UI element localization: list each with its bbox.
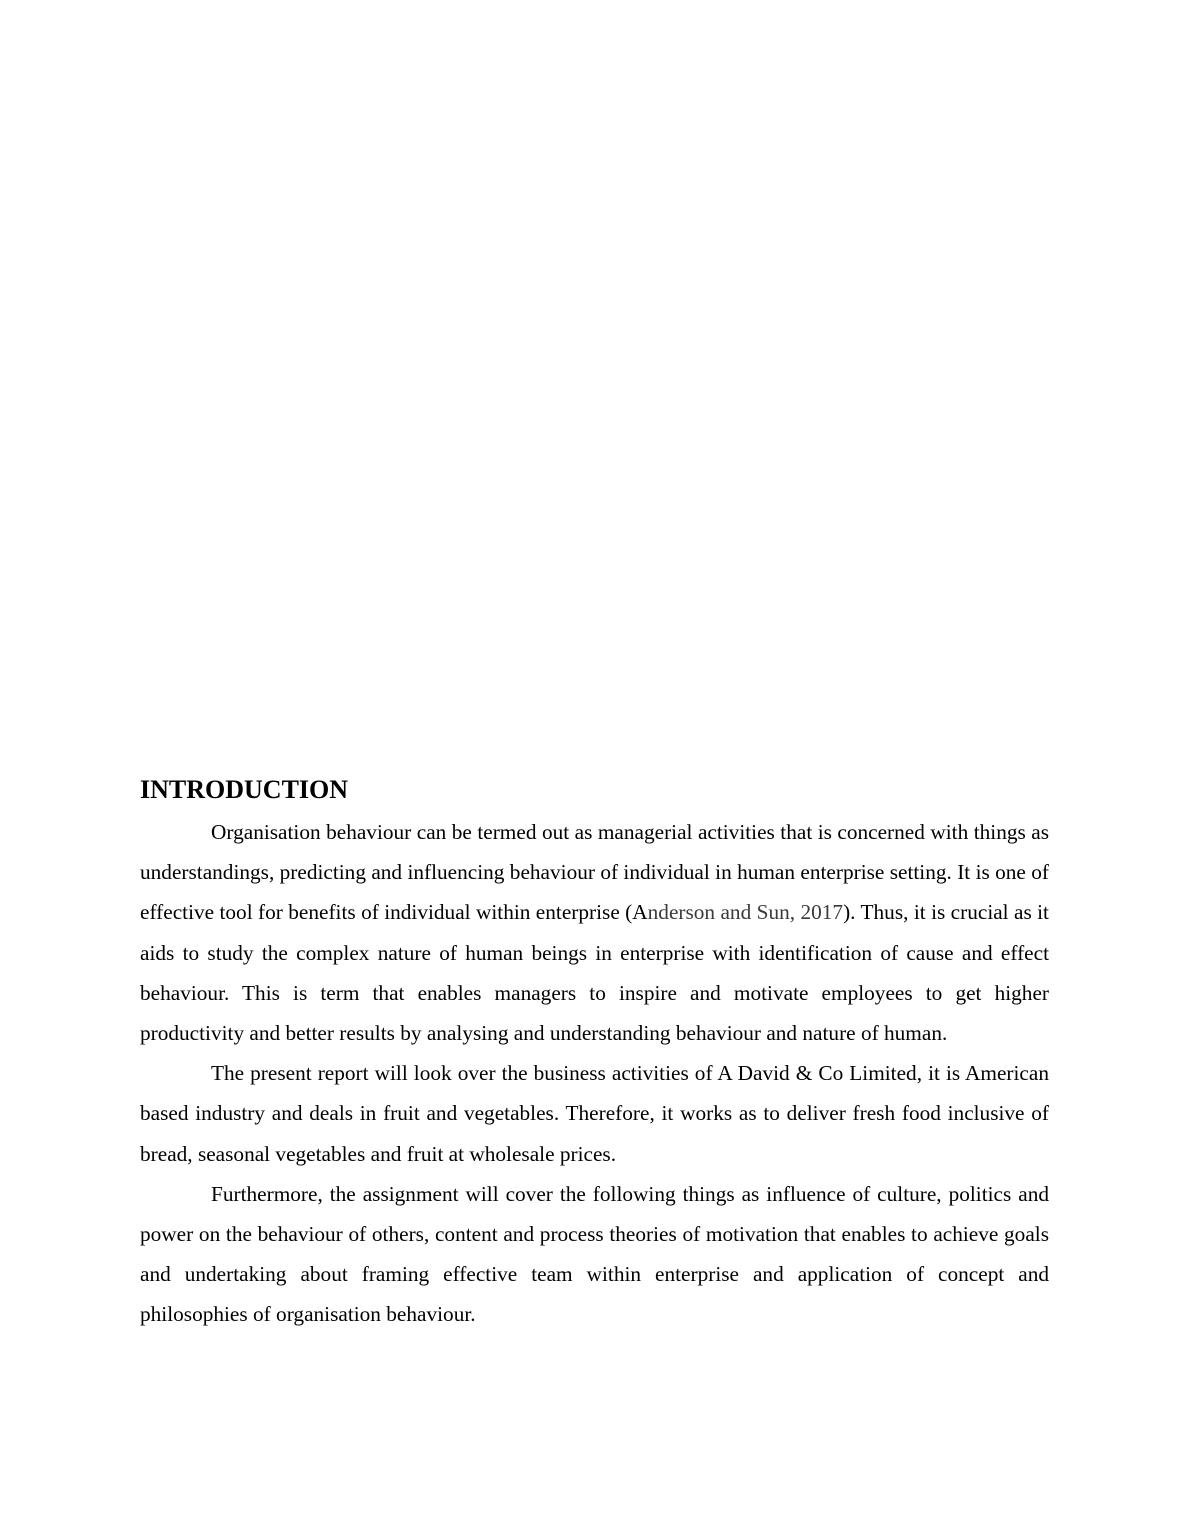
paragraph-intro xyxy=(140,812,1049,1053)
paragraph-scope: Furthermore, the assignment will cover the following things as influence of culture, politics and power on the behaviour of others, content and process theories of motivation that enables to achieve goals and undertaking about framing effective team within enterprise and application of concept and philosophies of organisation behaviour. xyxy=(140,1181,1049,1327)
citation: nderson and Sun, 2017 xyxy=(647,900,844,925)
paragraph-intro-text-start: Organisation behaviour can be termed out as managerial activities that is concerned with things as understandings, predicting and influencing behaviour of individual in human enterprise setting. It is one of effective tool for benefits of individual within enterprise (A xyxy=(140,820,1049,925)
paragraph-intro-text-end: ). Thus, it is crucial as it aids to study the complex nature of human beings in enterprise with identification of cause and effect behaviour. This is term that enables managers to inspire and motivate employees to get higher productivity and better results by analysing and understanding behaviour and nature of human. xyxy=(140,900,1049,1046)
document-body xyxy=(140,772,1049,1335)
section-heading: INTRODUCTION xyxy=(140,775,349,804)
paragraph-company: The present report will look over the business activities of A David & Co Limited, it is American based industry and deals in fruit and vegetables. Therefore, it works as to deliver fresh food inclusive of bread, seasonal vegetables and fruit at wholesale prices. xyxy=(140,1061,1049,1166)
